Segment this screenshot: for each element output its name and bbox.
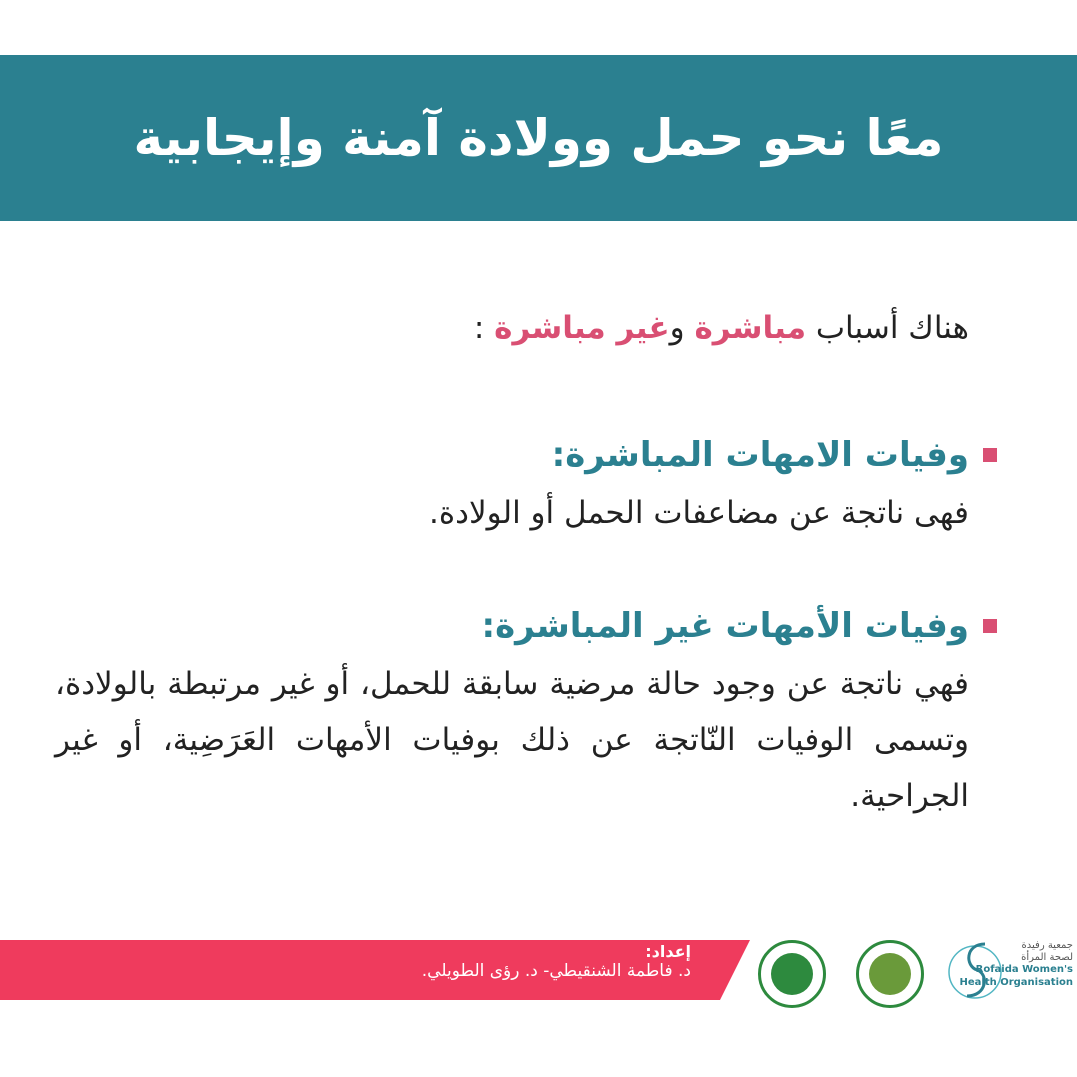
bullet-icon <box>983 448 997 462</box>
item-2-heading: وفيات الأمهات غير المباشرة: <box>481 606 969 646</box>
intro-direct: مباشرة <box>694 310 807 346</box>
item-2-heading-row <box>482 606 970 646</box>
org-name-en-1: Rofaida Women's <box>975 964 1073 975</box>
intro-line <box>474 310 969 346</box>
rofaida-logo <box>945 938 1075 1008</box>
midwifery-society-logo <box>758 940 826 1008</box>
intro-prefix: هناك أسباب <box>806 310 969 346</box>
org-name-ar: جمعية رفيدة لصحة المرأة <box>1021 940 1073 963</box>
item-1-heading: وفيات الامهات المباشرة: <box>551 435 969 475</box>
credits-authors: د. فاطمة الشنقيطي- د. رؤى الطويلي. <box>421 961 691 981</box>
intro-and: و <box>669 310 695 346</box>
intro-suffix: : <box>473 310 495 346</box>
bullet-icon <box>983 619 997 633</box>
item-2-text: فهي ناتجة عن وجود حالة مرضية سابقة للحمل، أو غير مرتبطة بالولادة، وتسمى الوفيات النّاتجة عن ذلك بوفيات الأمهات العَرَضِية، أو غير الجراحية. <box>55 666 969 814</box>
item-1-text: فهى ناتجة عن مضاعفات الحمل أو الولادة. <box>429 495 969 531</box>
header-banner <box>0 55 1077 221</box>
credits <box>422 942 691 981</box>
page-title: معًا نحو حمل وولادة آمنة وإيجابية <box>133 109 944 167</box>
org-name-en-2: Health Organisation <box>959 977 1073 988</box>
credits-label: إعداد: <box>645 942 691 961</box>
item-1-heading-row <box>552 435 969 475</box>
intro-indirect: غير مباشرة <box>494 310 670 346</box>
saudi-midwifery-group-logo <box>856 940 924 1008</box>
